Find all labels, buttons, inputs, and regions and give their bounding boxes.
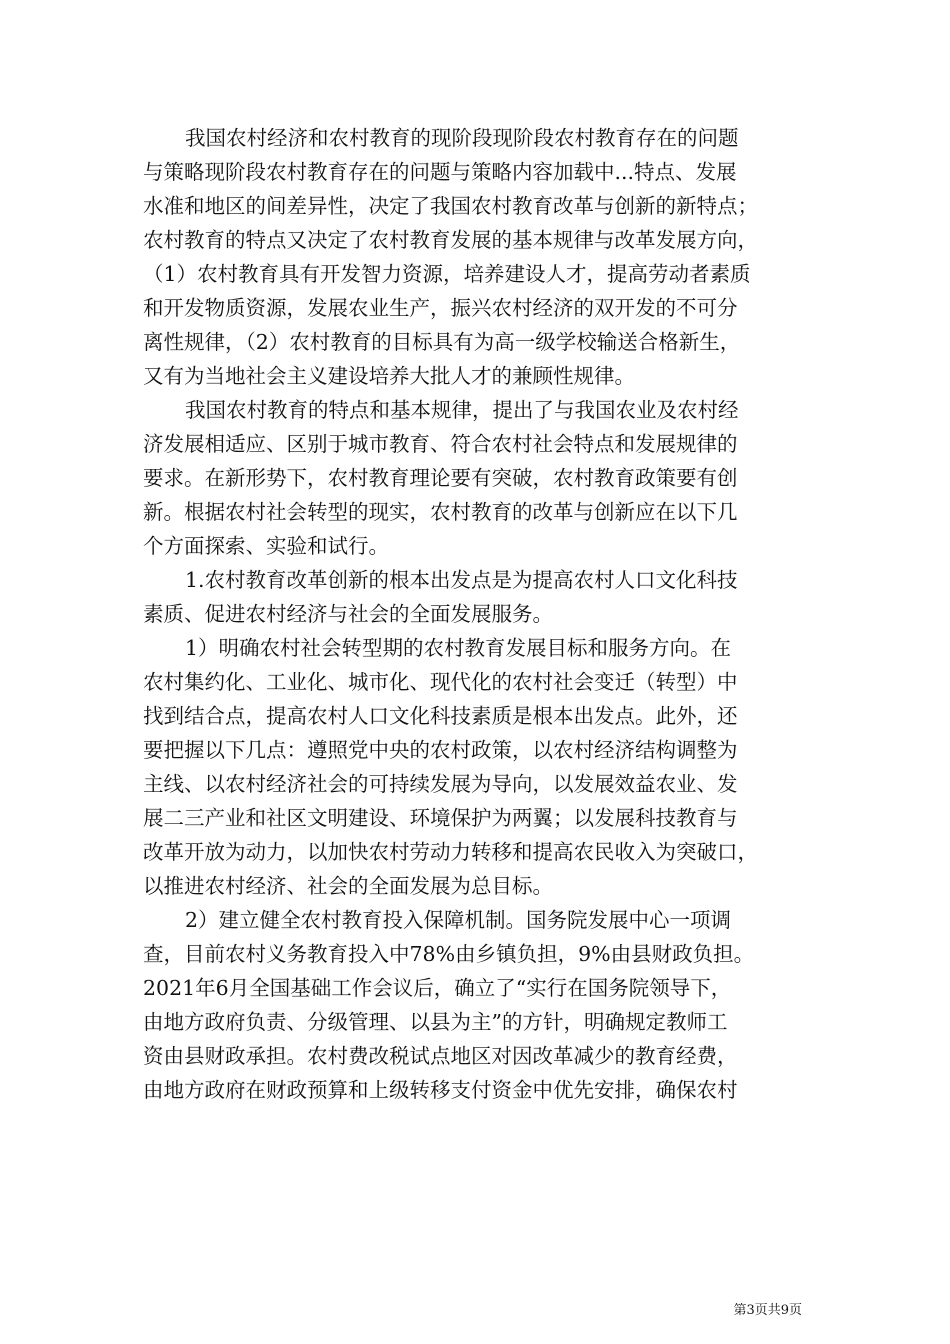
paragraph xyxy=(143,563,808,631)
text-line: 2021年6月全国基础工作会议后，确立了“实行在国务院领导下， xyxy=(143,976,732,1000)
text-line: 新。根据农村社会转型的现实，农村教育的改革与创新应在以下几 xyxy=(143,500,738,524)
text-line: 我国农村教育的特点和基本规律，提出了与我国农业及农村经 xyxy=(185,398,739,422)
text-line: 个方面探索、实验和试行。 xyxy=(143,534,389,558)
text-line: 和开发物质资源，发展农业生产，振兴农村经济的双开发的不可分 xyxy=(143,296,738,320)
text-line: 我国农村经济和农村教育的现阶段现阶段农村教育存在的问题 xyxy=(185,126,739,150)
text-line: 查，目前农村义务教育投入中78%由乡镇负担，9%由县财政负担。 xyxy=(143,942,755,966)
text-line: 济发展相适应、区别于城市教育、符合农村社会特点和发展规律的 xyxy=(143,432,738,456)
text-line: 主线、以农村经济社会的可持续发展为导向，以发展效益农业、发 xyxy=(143,772,738,796)
text-line: 资由县财政承担。农村费改税试点地区对因改革减少的教育经费， xyxy=(143,1044,738,1068)
page-number-footer: 第3页共9页 xyxy=(733,1303,802,1318)
paragraph xyxy=(143,903,808,1107)
text-line: 由地方政府负责、分级管理、以县为主”的方针，明确规定教师工 xyxy=(143,1010,728,1034)
text-line: 2）建立健全农村教育投入保障机制。国务院发展中心一项调 xyxy=(185,908,732,932)
text-line: 农村集约化、工业化、城市化、现代化的农村社会变迁（转型）中 xyxy=(143,670,738,694)
text-line: 离性规律，（2）农村教育的目标具有为高一级学校输送合格新生， xyxy=(143,330,741,354)
document-body xyxy=(143,121,808,1107)
paragraph xyxy=(143,121,808,393)
text-line: 与策略现阶段农村教育存在的问题与策略内容加载中...特点、发展 xyxy=(143,160,737,184)
text-line: 又有为当地社会主义建设培养大批人才的兼顾性规律。 xyxy=(143,364,635,388)
text-line: 1）明确农村社会转型期的农村教育发展目标和服务方向。在 xyxy=(185,636,732,660)
text-line: 水准和地区的间差异性，决定了我国农村教育改革与创新的新特点； xyxy=(143,194,758,218)
text-line: （1）农村教育具有开发智力资源，培养建设人才，提高劳动者素质 xyxy=(143,262,751,286)
text-line: 要求。在新形势下，农村教育理论要有突破，农村教育政策要有创 xyxy=(143,466,738,490)
paragraph xyxy=(143,393,808,563)
text-line: 由地方政府在财政预算和上级转移支付资金中优先安排，确保农村 xyxy=(143,1078,738,1102)
paragraph xyxy=(143,631,808,903)
text-line: 素质、促进农村经济与社会的全面发展服务。 xyxy=(143,602,553,626)
text-line: 改革开放为动力，以加快农村劳动力转移和提高农民收入为突破口， xyxy=(143,840,758,864)
text-line: 农村教育的特点又决定了农村教育发展的基本规律与改革发展方向， xyxy=(143,228,758,252)
text-line: 展二三产业和社区文明建设、环境保护为两翼；以发展科技教育与 xyxy=(143,806,738,830)
text-line: 以推进农村经济、社会的全面发展为总目标。 xyxy=(143,874,553,898)
text-line: 要把握以下几点：遵照党中央的农村政策，以农村经济结构调整为 xyxy=(143,738,738,762)
text-line: 1.农村教育改革创新的根本出发点是为提高农村人口文化科技 xyxy=(185,568,738,592)
text-line: 找到结合点，提高农村人口文化科技素质是根本出发点。此外，还 xyxy=(143,704,738,728)
